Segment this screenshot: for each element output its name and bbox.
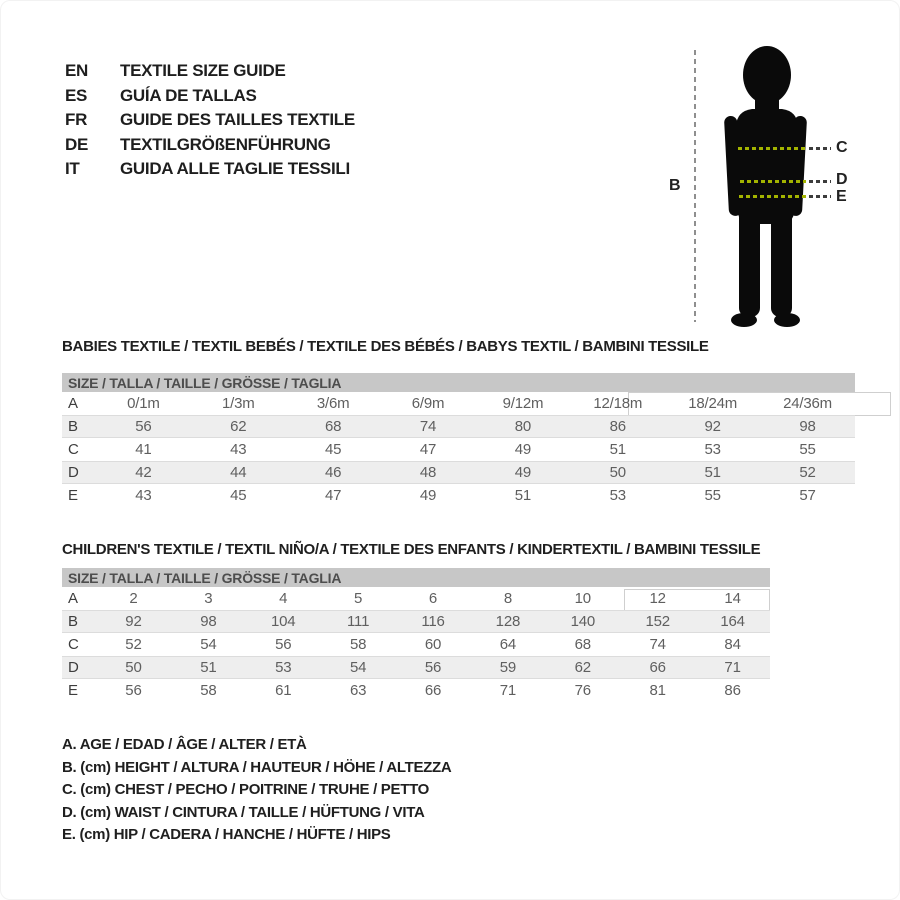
table-cell: 98 — [799, 418, 816, 435]
lang-title: GUIDA ALLE TAGLIE TESSILI — [120, 159, 350, 179]
children-size-table — [62, 568, 770, 702]
table-cell: 64 — [499, 636, 517, 653]
table-cell: 92 — [125, 613, 142, 630]
chest-measure-line — [738, 147, 806, 150]
table-cell: 111 — [347, 613, 370, 630]
table-cell: 18/24m — [688, 395, 738, 412]
table-cell: 6 — [428, 590, 438, 607]
table-row-c — [62, 438, 855, 461]
chest-measure-line-extension — [809, 147, 831, 150]
table-cell: 59 — [499, 659, 517, 676]
hip-label: E — [836, 188, 847, 205]
table-row-b — [62, 610, 770, 633]
table-cell: 62 — [230, 418, 247, 435]
table-cell: 42 — [135, 464, 152, 481]
table-cell: 53 — [609, 487, 626, 504]
hip-measure-line — [739, 195, 806, 198]
table-cell: 10 — [574, 590, 591, 607]
language-title-list — [65, 59, 355, 182]
row-label: D — [68, 659, 79, 676]
measurement-figure — [650, 35, 880, 340]
table-cell: 92 — [704, 418, 721, 435]
table-cell: 58 — [349, 636, 367, 653]
lang-title: GUIDE DES TAILLES TEXTILE — [120, 110, 355, 130]
table-cell: 68 — [325, 418, 342, 435]
table-cell: 152 — [645, 613, 670, 630]
table-cell: 49 — [419, 487, 437, 504]
table-cell: 45 — [230, 487, 247, 504]
legend-hip: E. (cm) HIP / CADERA / HANCHE / HÜFTE / HIPS — [62, 826, 391, 843]
table-cell: 5 — [354, 590, 363, 607]
table-cell: 56 — [424, 659, 442, 676]
table-cell: 9/12m — [502, 395, 544, 412]
table-cell: 55 — [799, 441, 816, 458]
table-row-d — [62, 461, 855, 484]
table-cell: 3/6m — [316, 395, 350, 412]
table-cell: 71 — [724, 659, 741, 676]
children-section-heading: CHILDREN'S TEXTILE / TEXTIL NIÑO/A / TEXTILE DES ENFANTS / KINDERTEXTIL / BAMBINI TESSILE — [62, 541, 761, 558]
table-cell: 68 — [574, 636, 591, 653]
table-cell: 51 — [514, 487, 532, 504]
lang-code: IT — [65, 159, 80, 179]
lang-title: TEXTILGRÖßENFÜHRUNG — [120, 134, 331, 154]
table-cell: 56 — [125, 682, 142, 699]
row-label: B — [68, 418, 78, 435]
child-silhouette-icon — [700, 42, 830, 332]
table-cell: 98 — [200, 613, 217, 630]
row-label: D — [68, 464, 79, 481]
table-cell: 60 — [424, 636, 442, 653]
table-cell: 53 — [275, 659, 292, 676]
table-cell: 116 — [421, 613, 445, 630]
table-cell: 52 — [125, 636, 142, 653]
table-cell: 54 — [200, 636, 217, 653]
table-cell: 49 — [514, 441, 532, 458]
table-cell: 66 — [424, 682, 442, 699]
table-cell: 12/18m — [593, 395, 643, 412]
waist-measure-line — [740, 180, 806, 183]
waist-measure-line-extension — [809, 180, 831, 183]
lang-code: FR — [65, 110, 88, 130]
table-cell: 6/9m — [411, 395, 445, 412]
table-cell: 8 — [503, 590, 512, 607]
table-row-e — [62, 679, 770, 702]
table-cell: 63 — [349, 682, 367, 699]
lang-code: EN — [65, 61, 89, 80]
legend-age: A. AGE / EDAD / ÂGE / ALTER / ETÀ — [62, 736, 307, 753]
table-cell: 104 — [271, 613, 296, 630]
table-cell: 45 — [325, 441, 342, 458]
row-label: E — [68, 487, 78, 504]
height-measure-line — [694, 50, 696, 322]
table-cell: 52 — [799, 464, 816, 481]
waist-label: D — [836, 171, 848, 188]
table-row-e — [62, 484, 855, 507]
table-cell: 1/3m — [222, 395, 255, 412]
table-cell: 43 — [135, 487, 152, 504]
table-cell: 2 — [129, 590, 138, 607]
lang-row-it — [65, 157, 355, 182]
table-cell: 47 — [325, 487, 342, 504]
lang-row-de — [65, 133, 355, 158]
table-cell: 51 — [704, 464, 721, 481]
table-cell: 3 — [204, 590, 213, 607]
table-cell: 55 — [704, 487, 721, 504]
legend-waist: D. (cm) WAIST / CINTURA / TAILLE / HÜFTUNG / VITA — [62, 803, 425, 821]
legend-chest: C. (cm) CHEST / PECHO / POITRINE / TRUHE / PETTO — [62, 781, 430, 798]
table-cell: 74 — [649, 636, 666, 653]
table-cell: 14 — [724, 590, 741, 607]
size-header-bar: SIZE / TALLA / TAILLE / GRÖSSE / TAGLIA — [62, 373, 855, 392]
row-label: B — [68, 613, 78, 630]
table-cell: 128 — [495, 613, 521, 630]
table-row-a — [62, 392, 855, 415]
row-label: C — [68, 636, 79, 653]
table-cell: 62 — [574, 659, 591, 676]
table-cell: 50 — [125, 659, 142, 676]
legend-height: B. (cm) HEIGHT / ALTURA / HAUTEUR / HÖHE / ALTEZZA — [62, 758, 452, 776]
table-cell: 164 — [720, 613, 745, 630]
height-label: B — [669, 177, 681, 194]
babies-table-rows — [62, 392, 855, 507]
table-row-a — [62, 587, 770, 610]
lang-code: ES — [65, 85, 88, 105]
lang-code: DE — [65, 134, 89, 154]
table-cell: 66 — [649, 659, 666, 676]
row-label: E — [68, 682, 78, 699]
table-cell: 58 — [200, 682, 217, 699]
table-cell: 48 — [419, 464, 437, 481]
lang-title: TEXTILE SIZE GUIDE — [120, 61, 286, 80]
measurement-legend — [62, 734, 451, 847]
babies-size-table — [62, 373, 855, 507]
table-cell: 86 — [724, 682, 741, 699]
children-table-rows — [62, 587, 770, 702]
table-cell: 49 — [514, 464, 532, 481]
table-cell: 47 — [419, 441, 437, 458]
table-cell: 44 — [230, 464, 247, 481]
table-cell: 51 — [609, 441, 626, 458]
lang-row-fr — [65, 108, 355, 133]
table-row-b — [62, 415, 855, 438]
table-cell: 71 — [499, 682, 517, 699]
lang-title: GUÍA DE TALLAS — [120, 85, 257, 105]
table-cell: 24/36m — [783, 395, 832, 412]
table-cell: 61 — [275, 682, 292, 699]
lang-row-es — [65, 84, 355, 109]
row-label: A — [68, 590, 78, 607]
table-cell: 51 — [200, 659, 217, 676]
row-label: C — [68, 441, 79, 458]
table-cell: 54 — [349, 659, 367, 676]
table-cell: 81 — [649, 682, 666, 699]
table-cell: 56 — [275, 636, 292, 653]
table-cell: 86 — [609, 418, 626, 435]
table-cell: 12 — [649, 590, 666, 607]
table-cell: 74 — [419, 418, 437, 435]
table-cell: 80 — [514, 418, 532, 435]
table-cell: 46 — [325, 464, 342, 481]
table-cell: 57 — [799, 487, 816, 504]
table-cell: 4 — [279, 590, 288, 607]
table-cell: 53 — [704, 441, 721, 458]
table-cell: 140 — [570, 613, 595, 630]
table-cell: 0/1m — [127, 395, 160, 412]
hip-measure-line-extension — [809, 195, 831, 198]
table-cell: 84 — [724, 636, 741, 653]
lang-row-en — [65, 59, 355, 84]
table-row-d — [62, 656, 770, 679]
size-header-bar: SIZE / TALLA / TAILLE / GRÖSSE / TAGLIA — [62, 568, 770, 587]
babies-section-heading: BABIES TEXTILE / TEXTIL BEBÉS / TEXTILE DES BÉBÉS / BABYS TEXTIL / BAMBINI TESSILE — [62, 338, 709, 355]
chest-label: C — [836, 139, 848, 156]
table-row-c — [62, 633, 770, 656]
row-label: A — [68, 395, 78, 412]
table-cell: 43 — [230, 441, 247, 458]
table-cell: 76 — [574, 682, 591, 699]
table-cell: 41 — [135, 441, 152, 458]
table-cell: 50 — [609, 464, 626, 481]
table-cell: 56 — [135, 418, 152, 435]
